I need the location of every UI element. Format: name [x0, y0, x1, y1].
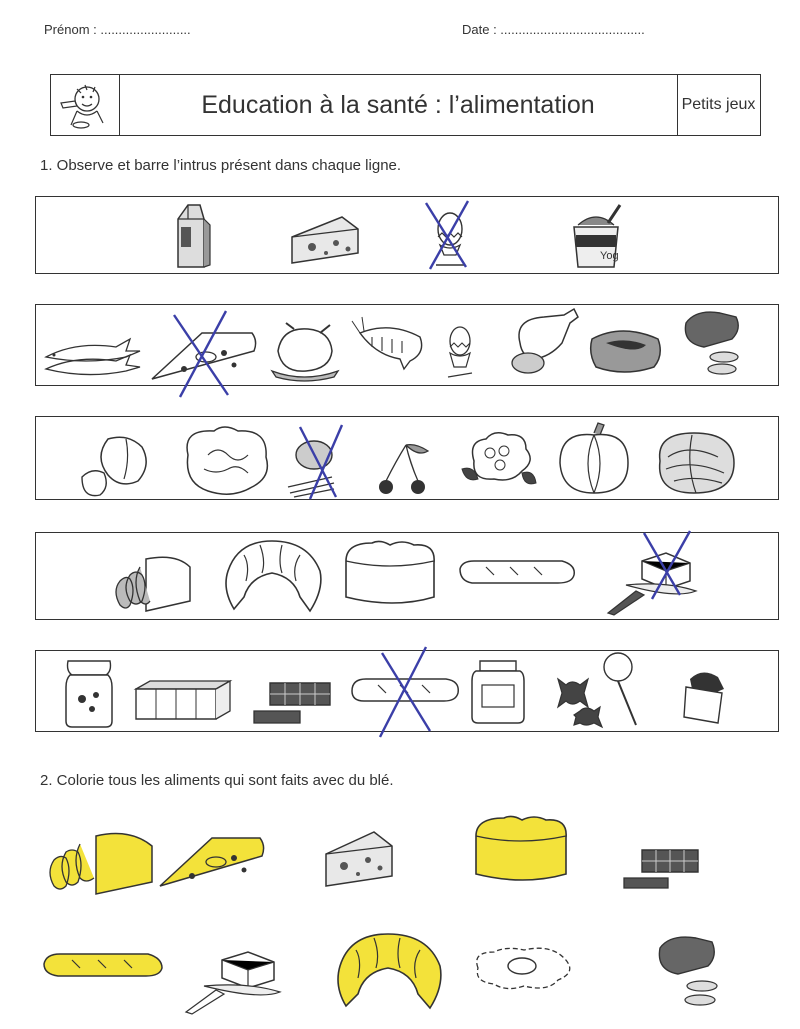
fried-egg-item[interactable] [468, 944, 578, 994]
butter-icon [602, 541, 702, 617]
cheese-icon [288, 211, 362, 267]
jar-icon [468, 657, 528, 725]
title-block [50, 74, 761, 136]
steak-icon [586, 323, 666, 377]
egg-icon [422, 203, 478, 271]
baguette-icon [456, 557, 578, 587]
sliced-bread-icon [106, 551, 196, 617]
apple-icon [74, 431, 154, 501]
cheese-item[interactable] [322, 826, 398, 890]
sliced-bread-colored[interactable] [40, 826, 160, 900]
loaf-colored[interactable] [470, 812, 570, 886]
ham-icon [504, 307, 584, 383]
exercise-row-2 [35, 304, 779, 386]
pumpkin-icon [556, 419, 632, 497]
exercise-row-3 [35, 416, 779, 500]
chocolate-bar-item[interactable] [620, 846, 710, 892]
jam-jar-icon [60, 655, 118, 729]
cauliflower-icon [456, 429, 542, 499]
loaf-icon [340, 539, 436, 609]
prenom-field: Prénom : ......................... [44, 22, 191, 37]
fish-icon [42, 335, 148, 379]
exercise-2-instruction: 2. Colorie tous les aliments qui sont faits avec du blé. [40, 772, 394, 789]
exercise-1-instruction: 1. Observe et barre l’intrus présent dans chaque ligne. [40, 157, 402, 174]
category-tag: Petits jeux [681, 96, 756, 113]
candies-icon [548, 649, 648, 729]
pizza-icon [148, 323, 258, 385]
roast-chicken-icon [264, 321, 344, 383]
pizza-colored[interactable] [156, 828, 266, 892]
baguette-icon [348, 671, 462, 707]
butter-item[interactable] [180, 940, 290, 1016]
chocolate-icon [676, 665, 736, 727]
cherries-icon [372, 441, 442, 497]
boiled-egg-icon [440, 319, 480, 383]
child-eating-icon [51, 75, 120, 135]
lettuce-icon [178, 425, 272, 495]
cabbage-icon [652, 427, 742, 497]
fries-icon [284, 435, 344, 499]
yogurt-icon [564, 203, 634, 271]
croissant-colored[interactable] [334, 928, 444, 1014]
exercise-row-5 [35, 650, 779, 732]
chocolate-bar-icon [250, 679, 344, 727]
exercise-row-1 [35, 196, 779, 274]
milk-carton-icon [166, 201, 216, 271]
baguette-colored[interactable] [40, 950, 166, 982]
shrimp-icon [350, 315, 430, 373]
date-field: Date : ........................................ [462, 22, 645, 37]
sugar-cubes-icon [132, 677, 242, 727]
page-title: Education à la santé : l’alimentation [119, 75, 678, 135]
exercise-row-4 [35, 532, 779, 620]
sausage-icon [676, 307, 756, 385]
croissant-icon [222, 535, 322, 617]
sausage-item[interactable] [650, 930, 734, 1014]
yogurt-label: Yog [600, 250, 619, 262]
